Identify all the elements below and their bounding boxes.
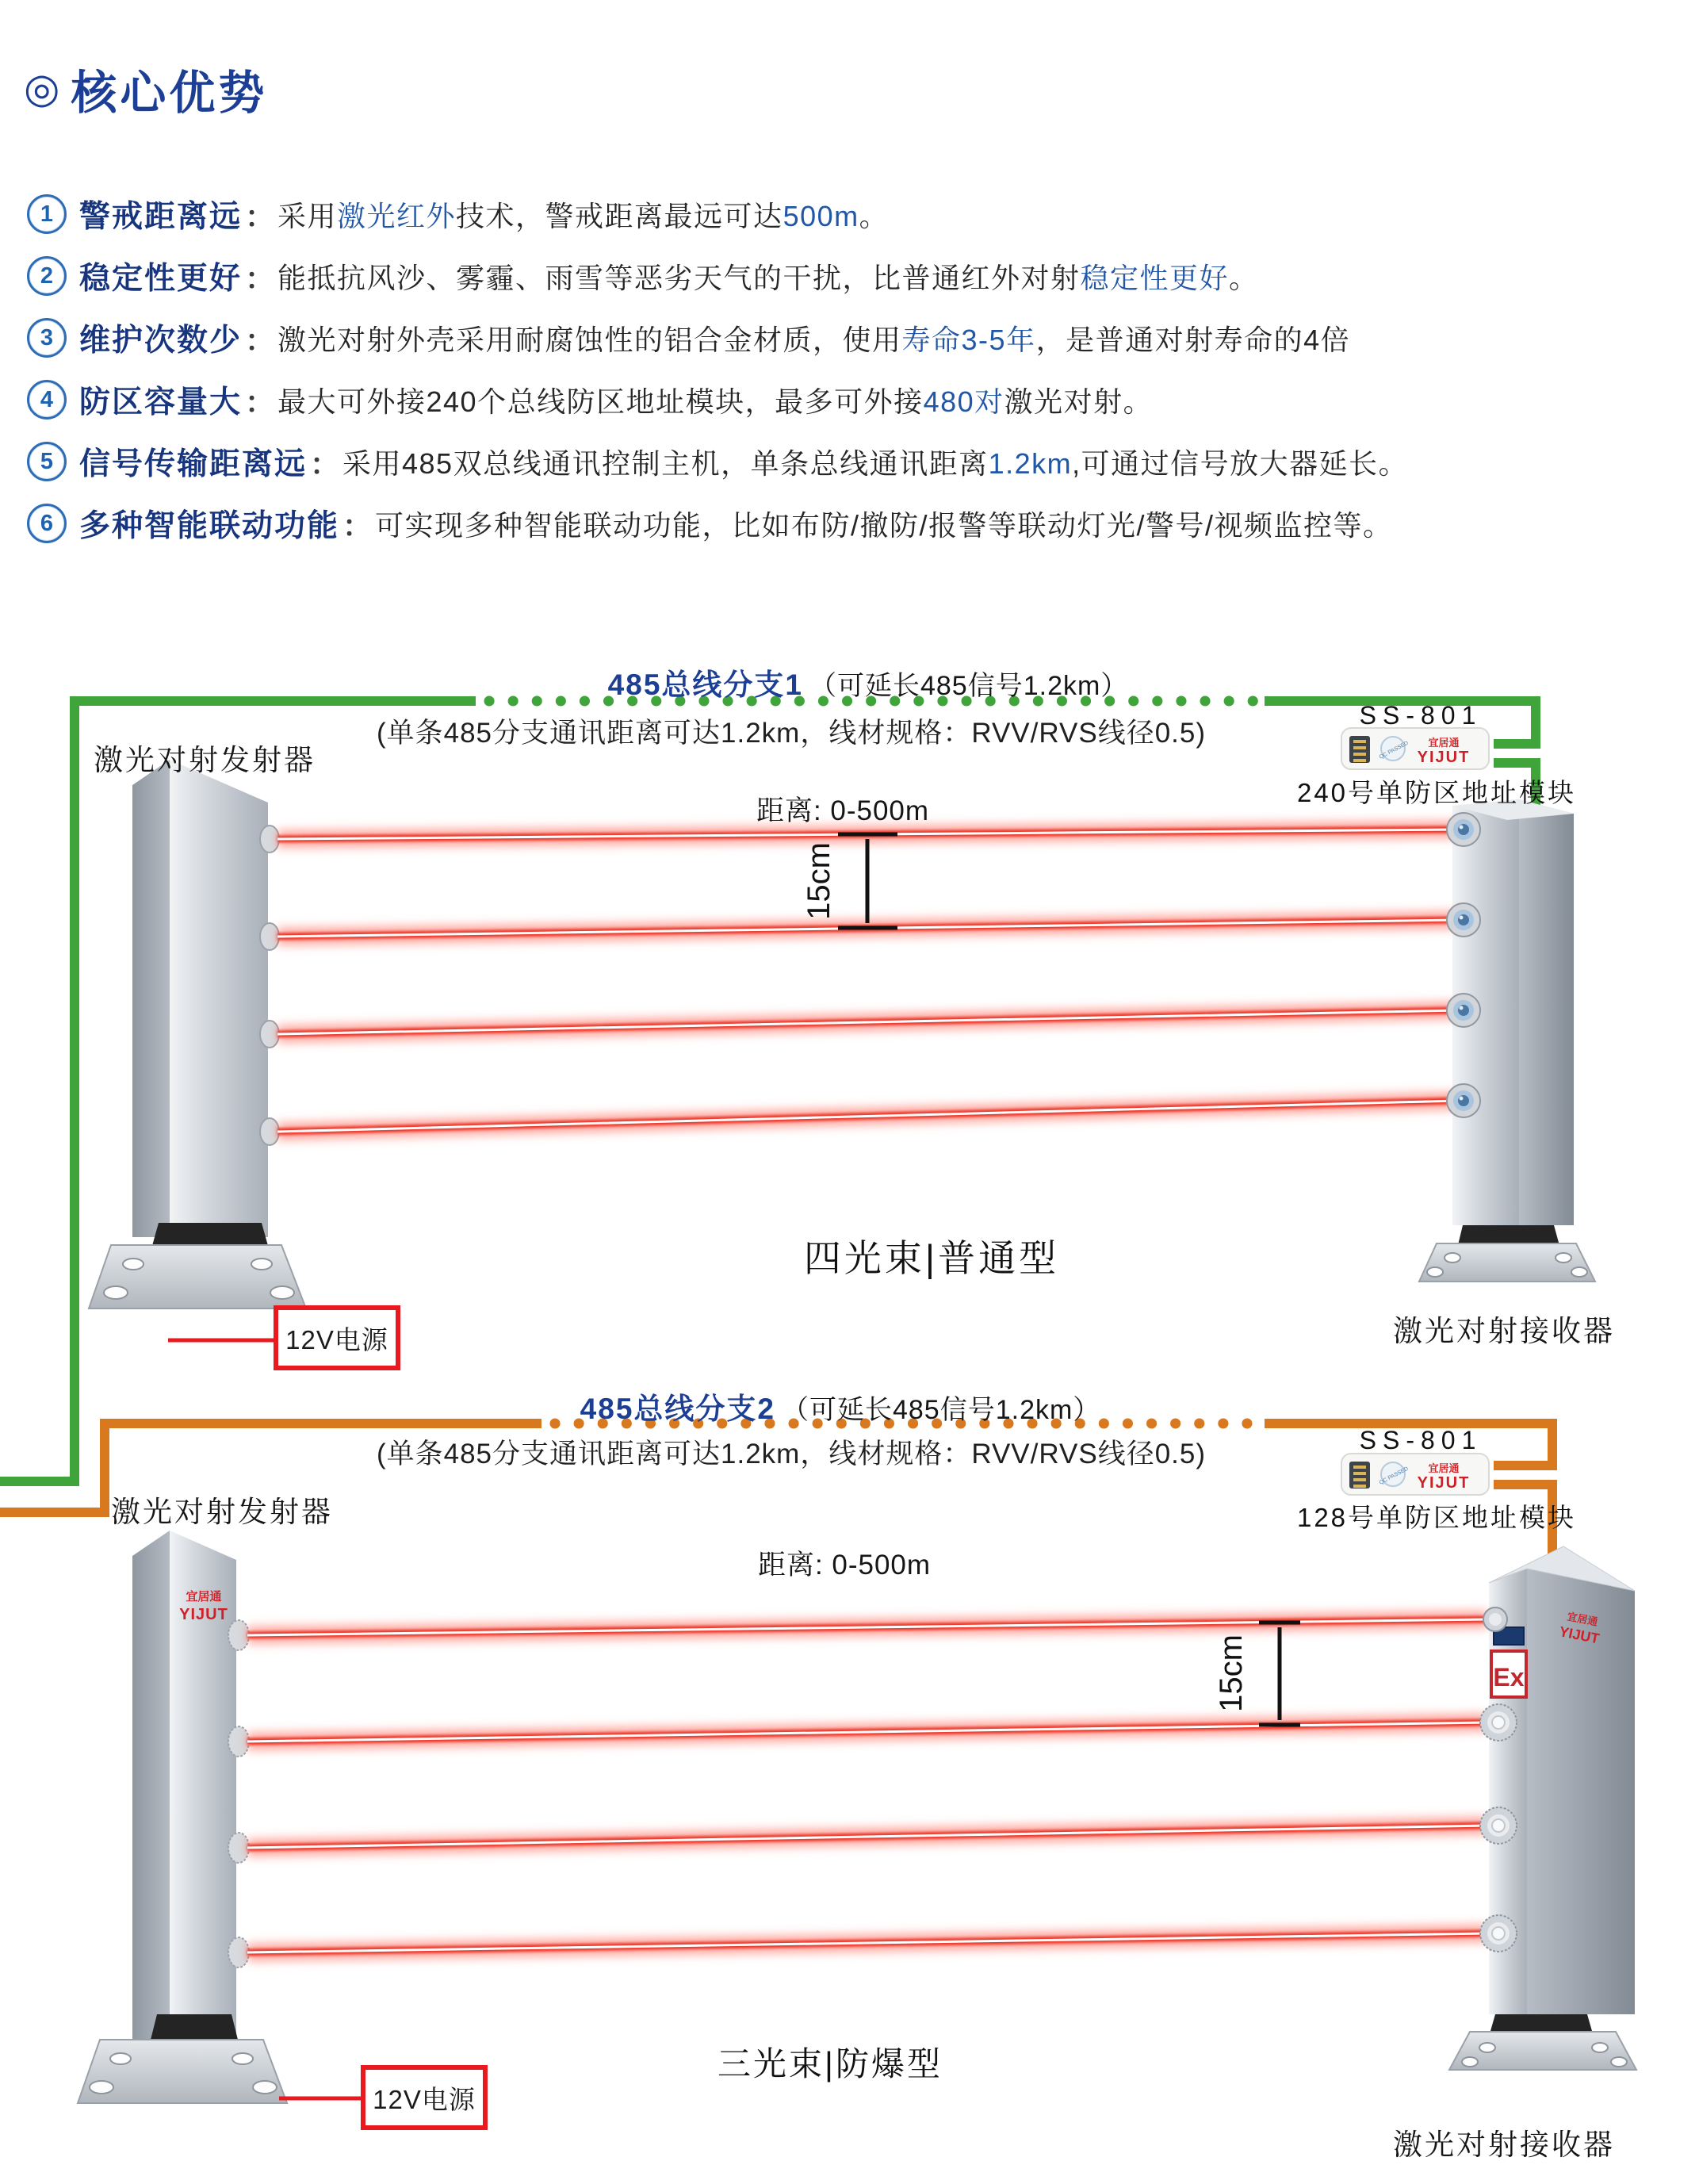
laser-beam <box>247 1933 1487 1952</box>
advantage-segment: 采用 <box>277 199 338 232</box>
branch1-label <box>608 661 1129 703</box>
qc-sticker-text: QC PASSED <box>1378 1466 1410 1486</box>
branch2-label <box>580 1385 1101 1427</box>
advantage-colon: ： <box>310 448 340 481</box>
advantage-colon: ： <box>245 386 275 419</box>
laser-beam <box>247 1722 1487 1741</box>
laser-beam <box>247 1619 1487 1635</box>
advantage-title: 警戒距离远 <box>79 200 243 234</box>
advantage-segment: ，是普通对射寿命的4倍 <box>1035 323 1351 356</box>
advantage-highlight: 稳定性更好 <box>1080 261 1230 294</box>
advantage-title: 多种智能联动功能 <box>79 509 340 543</box>
power1-label: 12V电源 <box>285 1324 388 1354</box>
advantage-highlight: 1.2km <box>988 446 1073 480</box>
brand-en: YIJUT <box>1417 749 1471 766</box>
post-brand-en: YIJUT <box>1558 1623 1601 1647</box>
module2-label: 128号单防区地址模块 <box>1296 1503 1577 1532</box>
brand-cn: 宜居通 <box>1428 737 1460 749</box>
receiver2-label: 激光对射接收器 <box>1393 2128 1615 2161</box>
advantage-segment: 最大可外接240个总线防区地址模块，最多可外接 <box>277 385 924 418</box>
power2-label: 12V电源 <box>373 2084 476 2114</box>
advantage-colon: ： <box>245 324 275 357</box>
advantage-segment: 激光对射。 <box>1004 385 1154 418</box>
laser-beam <box>277 1010 1457 1034</box>
advantage-segment: 能抵抗风沙、雾霾、雨雪等恶劣天气的干扰，比普通红外对射 <box>277 261 1081 294</box>
advantage-colon: ： <box>342 510 373 542</box>
laser-beams-2 <box>247 1619 1487 1952</box>
double-circle-bullet-icon: ◎ <box>24 65 63 113</box>
advantage-segment: 。 <box>859 199 890 232</box>
branch1-note: （可延长485信号1.2km） <box>809 671 1129 701</box>
post-brand-cn: 宜居通 <box>1566 1610 1599 1628</box>
receiver1-label: 激光对射接收器 <box>1393 1315 1615 1347</box>
advantage-number-badge: 5 <box>27 442 67 481</box>
advantage-number-badge: 4 <box>27 380 67 420</box>
beam-gap-dimension-1 <box>838 834 897 928</box>
advantage-title: 信号传输距离远 <box>79 447 308 481</box>
laser-transmitter-post-2 <box>78 1531 287 2103</box>
advantage-segment: 采用485双总线通讯控制主机，单条总线通讯距离 <box>342 446 989 480</box>
advantage-number-badge: 6 <box>27 504 67 543</box>
power-box-2 <box>361 2065 488 2130</box>
address-module-1 <box>1341 728 1489 769</box>
advantage-highlight: 寿命3-5年 <box>901 323 1036 356</box>
advantage-title: 防区容量大 <box>79 385 243 420</box>
advantage-colon: ： <box>245 262 275 295</box>
module1-label: 240号单防区地址模块 <box>1296 778 1577 807</box>
branch1-title: 485总线分支1 <box>607 669 803 701</box>
transmitter1-label: 激光对射发射器 <box>94 744 316 776</box>
advantage-segment: 技术，警戒距离最远可达 <box>456 199 783 232</box>
post-brand-cn: 宜居通 <box>186 1590 222 1604</box>
advantage-highlight: 500m <box>783 199 859 232</box>
module1-model: SS-801 <box>1359 701 1483 730</box>
advantage-highlight: 激光红外 <box>337 199 457 232</box>
advantage-segment: 。 <box>1229 261 1259 294</box>
type1-label: 四光束|普通型 <box>803 1237 1060 1279</box>
beam-gap-label-1: 15cm <box>802 842 836 920</box>
branch2-title: 485总线分支2 <box>580 1393 775 1425</box>
post-brand-en: YIJUT <box>179 1606 228 1623</box>
advantage-segment: 可实现多种智能联动功能，比如布防/撤防/报警等联动灯光/警号/视频监控等。 <box>375 508 1393 542</box>
page-title-text: 核心优势 <box>71 67 268 119</box>
advantage-title: 稳定性更好 <box>79 262 243 296</box>
advantage-colon: ： <box>245 201 275 233</box>
beam-gap-dimension-2 <box>1259 1623 1300 1725</box>
laser-beam <box>277 1101 1457 1132</box>
ex-badge-text: Ex <box>1493 1663 1525 1692</box>
address-module-2 <box>1341 1454 1489 1495</box>
advantage-number-badge: 2 <box>27 256 67 296</box>
power-box-1 <box>274 1305 400 1370</box>
branch2-note: （可延长485信号1.2km） <box>781 1395 1101 1425</box>
distance2-label: 距离: 0-500m <box>757 1550 932 1581</box>
advantage-number-badge: 3 <box>27 318 67 358</box>
advantage-segment: 激光对射外壳采用耐腐蚀性的铝合金材质，使用 <box>277 323 902 356</box>
distance1-label: 距离: 0-500m <box>756 795 930 826</box>
qc-sticker-text: QC PASSED <box>1378 740 1410 761</box>
laser-receiver-post-1 <box>1419 799 1595 1282</box>
advantage-highlight: 480对 <box>923 385 1004 418</box>
brand-cn: 宜居通 <box>1428 1462 1460 1474</box>
beam-gap-label-2: 15cm <box>1214 1634 1249 1712</box>
laser-beam <box>247 1826 1487 1848</box>
transmitter2-label: 激光对射发射器 <box>111 1496 333 1528</box>
advantage-segment: ,可通过信号放大器延长。 <box>1072 446 1409 480</box>
branch2-spec: (单条485分支通讯距离可达1.2km，线材规格：RVV/RVS线径0.5) <box>376 1439 1207 1469</box>
advantage-title: 维护次数少 <box>79 324 243 358</box>
advantage-number-badge: 1 <box>27 194 67 234</box>
branch1-spec: (单条485分支通讯距离可达1.2km，线材规格：RVV/RVS线径0.5) <box>376 718 1207 749</box>
brand-en: YIJUT <box>1417 1474 1471 1492</box>
module2-model: SS-801 <box>1359 1426 1483 1454</box>
type2-label: 三光束|防爆型 <box>717 2045 943 2082</box>
laser-transmitter-post-1 <box>89 760 306 1308</box>
